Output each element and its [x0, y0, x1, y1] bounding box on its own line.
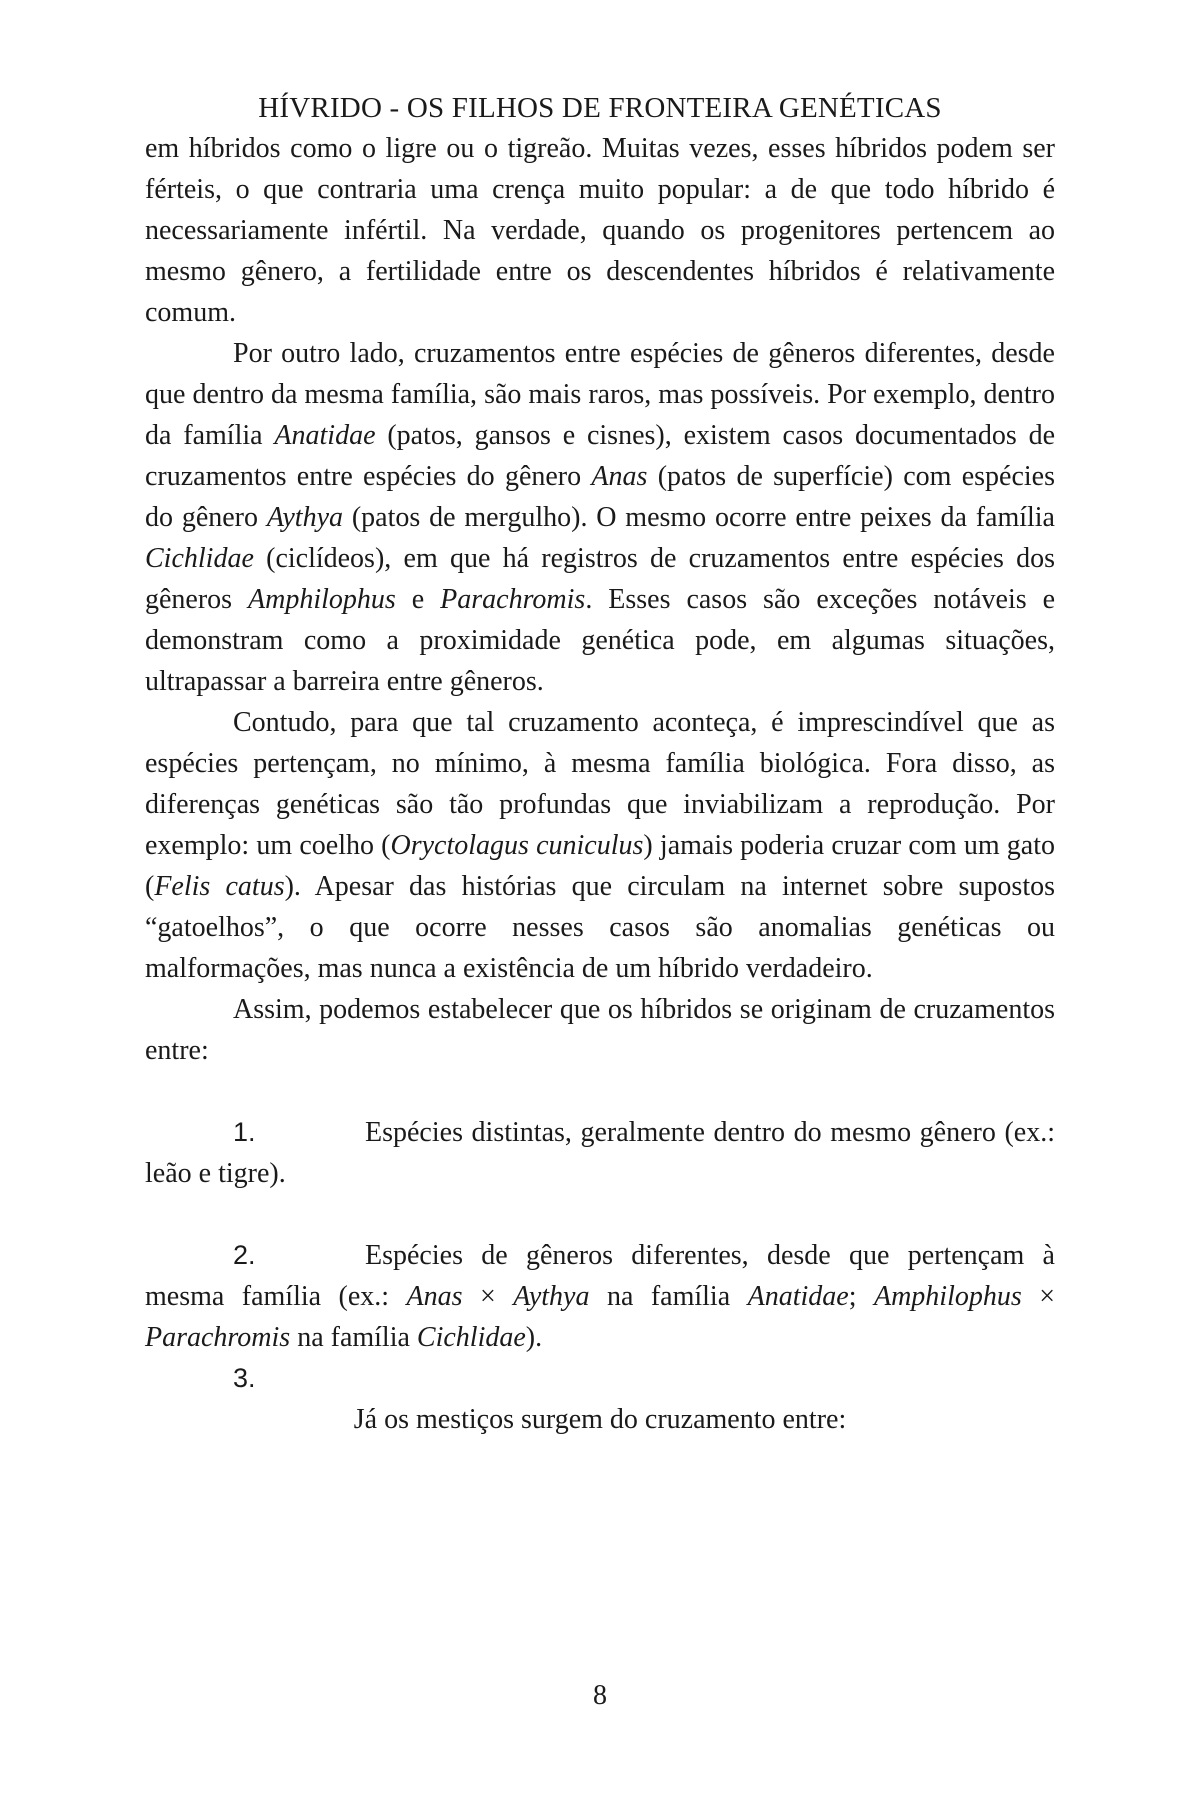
italic-term: Amphilophus [248, 584, 396, 615]
text-run: (patos de mergulho). O mesmo ocorre entre peixes da família [343, 502, 1055, 533]
list-item-text: Espécies distintas, geralmente dentro do mesmo gênero (ex.: leão e tigre). [145, 1117, 1055, 1189]
list-number: 2. [233, 1240, 256, 1270]
italic-term: Anatidae [747, 1281, 849, 1312]
italic-term: Parachromis [145, 1322, 291, 1353]
paragraph-1: em híbridos como o ligre ou o tigreão. Muitas vezes, esses híbridos podem ser férteis, o que contraria uma crença muito popular: a de que todo híbrido é necessariamente infértil. Na verdade, quando os progenitores pertencem ao mesmo gênero, a fertilidade entre os descendentes híbridos é relativamente comum. [145, 133, 1055, 328]
italic-term: Anas [591, 461, 648, 492]
text-run: ; [848, 1281, 874, 1312]
text-run: Por outro lado, cruzamentos entre espécies de gêneros diferentes, desde que dentro da mesma família, são mais raros, mas possíveis. Por exemplo, dentro da família [145, 338, 1055, 451]
text-run: ) jamais poderia cruzar com um gato ( [145, 830, 1055, 902]
body-text [145, 128, 1055, 1440]
text-run: . Esses casos são exceções notáveis e demonstram como a proximidade genética pode, em algumas situações, ultrapassar a barreira entre gêneros. [145, 584, 1055, 697]
italic-term: Oryctolagus cuniculus [390, 830, 644, 861]
italic-term: Amphilophus [873, 1281, 1022, 1312]
list-number: 1. [233, 1117, 256, 1147]
blank-line [145, 1194, 1055, 1235]
list-item-2 [145, 1235, 1055, 1358]
paragraph-4: Assim, podemos estabelecer que os híbridos se originam de cruzamentos entre: [145, 994, 1055, 1066]
italic-term: Aythya [513, 1281, 590, 1312]
text-run: (ciclídeos), em que há registros de cruzamentos entre espécies dos gêneros [145, 543, 1055, 615]
italic-term: Anas [406, 1281, 463, 1312]
list-item-3: 3. [233, 1363, 256, 1393]
text-run: e [395, 584, 441, 615]
text-run: ). Apesar das histórias que circulam na internet sobre supostos “gatoelhos”, o que ocorre nesses casos são anomalias genéticas ou malformações, mas nunca a existência de um híbrido verdadeiro. [145, 871, 1056, 984]
text-run: ). [525, 1322, 543, 1353]
italic-term: Felis catus [154, 871, 285, 902]
italic-term: Cichlidae [145, 543, 254, 574]
text-run: × [462, 1281, 514, 1312]
closing-line: Já os mestiços surgem do cruzamento entre: [353, 1404, 847, 1435]
italic-term: Anatidae [274, 420, 376, 451]
italic-term: Aythya [266, 502, 344, 533]
paragraph-3 [145, 702, 1055, 989]
blank-line [145, 1071, 1055, 1112]
italic-term: Cichlidae [416, 1322, 526, 1353]
text-run: na família [290, 1322, 417, 1353]
text-run: Espécies de gêneros diferentes, desde que pertençam à mesma família (ex.: [145, 1240, 1055, 1312]
running-header: HÍVRIDO - OS FILHOS DE FRONTEIRA GENÉTICAS [258, 92, 942, 124]
text-run: × [1021, 1281, 1056, 1312]
text-run: (patos de superfície) com espécies do gênero [145, 461, 1055, 533]
italic-term: Parachromis [440, 584, 586, 615]
paragraph-2 [145, 333, 1055, 702]
text-run: Contudo, para que tal cruzamento aconteça, é imprescindível que as espécies pertençam, no mínimo, à mesma família biológica. Fora disso, as diferenças genéticas são tão profundas que inviabilizam a reprodução. Por exemplo: um coelho ( [145, 707, 1055, 861]
page-number: 8 [593, 1680, 607, 1711]
list-item-1 [145, 1112, 1055, 1194]
text-run: (patos, gansos e cisnes), existem casos documentados de cruzamentos entre espécies do gênero [145, 420, 1055, 492]
text-run: na família [589, 1281, 748, 1312]
